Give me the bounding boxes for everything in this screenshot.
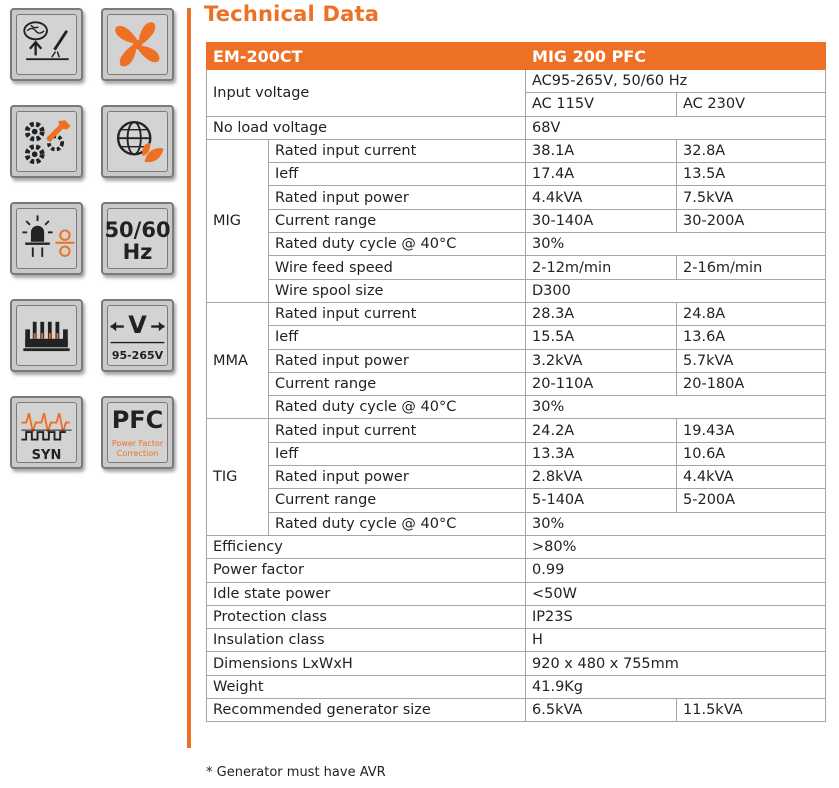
table-row: [207, 372, 826, 395]
param-label: Rated input current: [269, 302, 526, 325]
param-value: >80%: [526, 535, 826, 558]
param-value-230: 4.4kVA: [677, 466, 826, 489]
table-row: [207, 489, 826, 512]
param-value: D300: [526, 279, 826, 302]
table-row: [207, 256, 826, 279]
table-row: [207, 302, 826, 325]
pfc-icon: [101, 396, 174, 469]
table-row: [207, 535, 826, 558]
pfc-label: PFC: [111, 406, 164, 434]
input-voltage-115: AC 115V: [526, 93, 677, 116]
table-row: [207, 699, 826, 722]
param-value-115: 2.8kVA: [526, 466, 677, 489]
generator-label: Recommended generator size: [207, 699, 526, 722]
multi-output-icon: [10, 299, 83, 372]
param-label: Rated input current: [269, 419, 526, 442]
table-row: [207, 139, 826, 162]
param-label: Protection class: [207, 605, 526, 628]
param-value: 30%: [526, 512, 826, 535]
fan-icon: [101, 8, 174, 81]
table-row: [207, 512, 826, 535]
table-header: [207, 43, 826, 70]
gears-wrench-icon: [10, 105, 83, 178]
param-label: Rated duty cycle @ 40°C: [269, 233, 526, 256]
mma-process-label: MMA: [207, 302, 269, 418]
frequency-label: 50/60 Hz: [104, 218, 171, 264]
param-label: Rated input power: [269, 466, 526, 489]
param-label: Current range: [269, 209, 526, 232]
table-row: [207, 605, 826, 628]
param-label: Efficiency: [207, 535, 526, 558]
param-value-230: 7.5kVA: [677, 186, 826, 209]
param-value-230: 13.6A: [677, 326, 826, 349]
table-row: [207, 582, 826, 605]
param-value-230: 19.43A: [677, 419, 826, 442]
synergic-icon: [10, 396, 83, 469]
param-value-115: 2-12m/min: [526, 256, 677, 279]
table-row: [207, 279, 826, 302]
param-label: Current range: [269, 372, 526, 395]
param-label: Weight: [207, 675, 526, 698]
param-value-230: 10.6A: [677, 442, 826, 465]
param-value-115: 17.4A: [526, 163, 677, 186]
param-value-115: 28.3A: [526, 302, 677, 325]
table-row: [207, 70, 826, 93]
generator-value-230: 11.5kVA: [677, 699, 826, 722]
param-value: <50W: [526, 582, 826, 605]
param-value-230: 20-180A: [677, 372, 826, 395]
input-voltage-range: AC95-265V, 50/60 Hz: [526, 70, 826, 93]
param-value-115: 30-140A: [526, 209, 677, 232]
table-row: [207, 163, 826, 186]
table-row: [207, 466, 826, 489]
param-label: Dimensions LxWxH: [207, 652, 526, 675]
table-row: [207, 326, 826, 349]
tig-process-label: TIG: [207, 419, 269, 535]
table-row: [207, 116, 826, 139]
no-load-voltage-value: 68V: [526, 116, 826, 139]
table-row: [207, 349, 826, 372]
table-row: [207, 233, 826, 256]
param-value-115: 4.4kVA: [526, 186, 677, 209]
param-label: Rated input current: [269, 139, 526, 162]
param-value-230: 24.8A: [677, 302, 826, 325]
input-voltage-230: AC 230V: [677, 93, 826, 116]
param-value-115: 3.2kVA: [526, 349, 677, 372]
param-label: Rated input power: [269, 186, 526, 209]
input-voltage-label: Input voltage: [207, 70, 526, 117]
no-load-voltage-label: No load voltage: [207, 116, 526, 139]
param-value-115: 38.1A: [526, 139, 677, 162]
mig-process-label: MIG: [207, 139, 269, 302]
param-value-230: 32.8A: [677, 139, 826, 162]
param-label: Wire spool size: [269, 279, 526, 302]
table-row: [207, 419, 826, 442]
table-row: [207, 559, 826, 582]
param-label: Current range: [269, 489, 526, 512]
accent-divider: [187, 8, 191, 748]
page-title: Technical Data: [204, 2, 380, 26]
table-row: [207, 652, 826, 675]
param-label: Ieff: [269, 163, 526, 186]
param-label: Wire feed speed: [269, 256, 526, 279]
param-label: Idle state power: [207, 582, 526, 605]
param-value-115: 24.2A: [526, 419, 677, 442]
param-value-230: 30-200A: [677, 209, 826, 232]
param-value-230: 5.7kVA: [677, 349, 826, 372]
table-row: [207, 209, 826, 232]
param-value: 30%: [526, 233, 826, 256]
voltage-range-label: 95-265V: [111, 349, 164, 362]
param-value-115: 20-110A: [526, 372, 677, 395]
generator-value-115: 6.5kVA: [526, 699, 677, 722]
brain-welding-icon: [10, 8, 83, 81]
table-row: [207, 396, 826, 419]
table-row: [207, 629, 826, 652]
param-value: 30%: [526, 396, 826, 419]
param-value-230: 2-16m/min: [677, 256, 826, 279]
param-label: Rated input power: [269, 349, 526, 372]
param-value-115: 15.5A: [526, 326, 677, 349]
frequency-icon: [101, 202, 174, 275]
param-value-115: 5-140A: [526, 489, 677, 512]
param-label: Ieff: [269, 442, 526, 465]
param-value-230: 13.5A: [677, 163, 826, 186]
table-row: [207, 675, 826, 698]
param-value: IP23S: [526, 605, 826, 628]
pfc-sub-label-1: Power Factor: [111, 439, 164, 448]
table-row: [207, 442, 826, 465]
overheat-protection-icon: [10, 202, 83, 275]
table-row: [207, 186, 826, 209]
header-product: MIG 200 PFC: [526, 43, 826, 70]
param-value: H: [526, 629, 826, 652]
param-value-230: 5-200A: [677, 489, 826, 512]
synergic-label: SYN: [31, 448, 62, 463]
param-label: Rated duty cycle @ 40°C: [269, 396, 526, 419]
pfc-sub-label-2: Correction: [116, 449, 159, 458]
param-label: Rated duty cycle @ 40°C: [269, 512, 526, 535]
footnote: * Generator must have AVR: [206, 765, 386, 780]
technical-data-table: [206, 42, 826, 722]
voltage-range-icon: [101, 299, 174, 372]
param-label: Insulation class: [207, 629, 526, 652]
param-label: Power factor: [207, 559, 526, 582]
voltage-v-glyph: V: [128, 311, 147, 339]
param-label: Ieff: [269, 326, 526, 349]
param-value: 0.99: [526, 559, 826, 582]
header-model: EM-200CT: [207, 43, 526, 70]
param-value: 920 x 480 x 755mm: [526, 652, 826, 675]
param-value-115: 13.3A: [526, 442, 677, 465]
param-value: 41.9Kg: [526, 675, 826, 698]
globe-leaf-icon: [101, 105, 174, 178]
